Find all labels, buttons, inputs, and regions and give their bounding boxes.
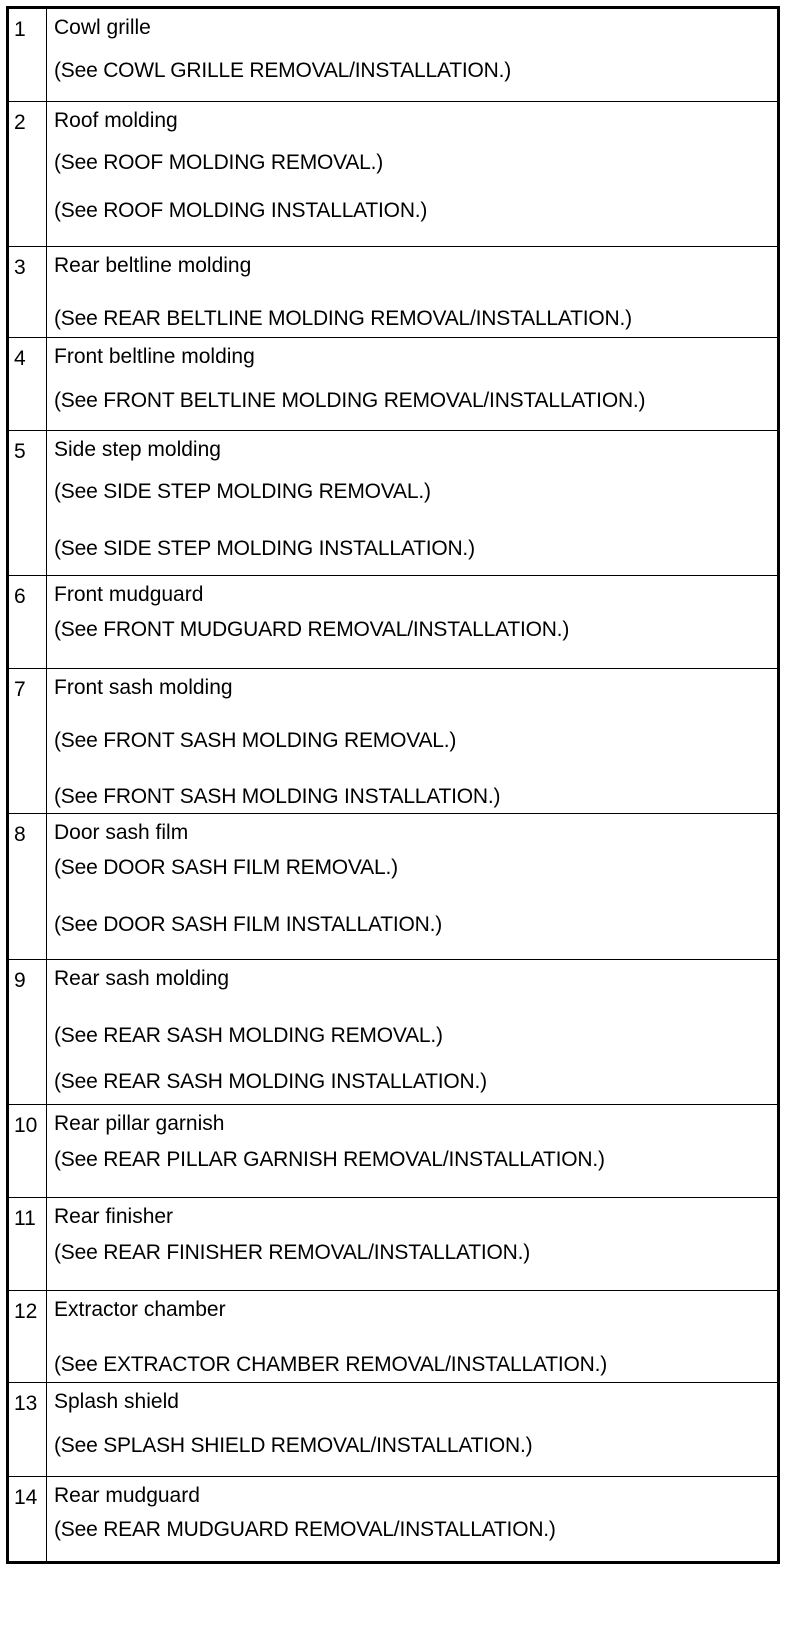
- table-row: [9, 1477, 777, 1561]
- procedure-reference[interactable]: (See FRONT MUDGUARD REMOVAL/INSTALLATION.): [54, 618, 570, 641]
- procedure-reference[interactable]: (See REAR FINISHER REMOVAL/INSTALLATION.): [54, 1241, 531, 1264]
- item-description: [47, 102, 777, 246]
- part-name: Extractor chamber: [54, 1298, 226, 1321]
- part-name: Rear pillar garnish: [54, 1112, 225, 1135]
- table-row: [9, 247, 777, 338]
- item-number: 4: [9, 338, 47, 430]
- procedure-reference[interactable]: (See DOOR SASH FILM INSTALLATION.): [54, 913, 442, 936]
- item-number: 7: [9, 669, 47, 813]
- part-name: Front beltline molding: [54, 345, 255, 368]
- part-name: Side step molding: [54, 438, 221, 461]
- table-row: [9, 669, 777, 814]
- table-row: [9, 431, 777, 576]
- item-description: [47, 9, 777, 101]
- item-number: 11: [9, 1198, 47, 1290]
- procedure-reference[interactable]: (See FRONT SASH MOLDING INSTALLATION.): [54, 785, 501, 808]
- procedure-reference[interactable]: (See COWL GRILLE REMOVAL/INSTALLATION.): [54, 59, 512, 82]
- item-description: [47, 1383, 777, 1476]
- part-name: Rear finisher: [54, 1205, 174, 1228]
- item-number: 8: [9, 814, 47, 959]
- part-name: Door sash film: [54, 821, 189, 844]
- procedure-reference[interactable]: (See REAR MUDGUARD REMOVAL/INSTALLATION.): [54, 1518, 556, 1541]
- item-number: 10: [9, 1105, 47, 1197]
- parts-table: [6, 6, 780, 1564]
- item-description: [47, 814, 777, 959]
- procedure-reference[interactable]: (See REAR SASH MOLDING INSTALLATION.): [54, 1070, 487, 1093]
- part-name: Roof molding: [54, 109, 178, 132]
- procedure-reference[interactable]: (See SPLASH SHIELD REMOVAL/INSTALLATION.): [54, 1434, 533, 1457]
- procedure-reference[interactable]: (See REAR SASH MOLDING REMOVAL.): [54, 1024, 443, 1047]
- table-row: [9, 102, 777, 247]
- part-name: Front sash molding: [54, 676, 233, 699]
- table-row: [9, 814, 777, 960]
- procedure-reference[interactable]: (See FRONT BELTLINE MOLDING REMOVAL/INSTALLATION.): [54, 389, 646, 412]
- item-number: 13: [9, 1383, 47, 1476]
- item-description: [47, 576, 777, 668]
- item-number: 2: [9, 102, 47, 246]
- item-description: [47, 1198, 777, 1290]
- procedure-reference[interactable]: (See FRONT SASH MOLDING REMOVAL.): [54, 729, 457, 752]
- item-description: [47, 431, 777, 575]
- item-description: [47, 960, 777, 1104]
- item-number: 12: [9, 1291, 47, 1382]
- procedure-reference[interactable]: (See ROOF MOLDING INSTALLATION.): [54, 199, 428, 222]
- procedure-reference[interactable]: (See ROOF MOLDING REMOVAL.): [54, 151, 384, 174]
- part-name: Splash shield: [54, 1390, 179, 1413]
- item-description: [47, 1105, 777, 1197]
- item-number: 1: [9, 9, 47, 101]
- procedure-reference[interactable]: (See REAR PILLAR GARNISH REMOVAL/INSTALLATION.): [54, 1148, 605, 1171]
- table-row: [9, 9, 777, 102]
- procedure-reference[interactable]: (See SIDE STEP MOLDING REMOVAL.): [54, 480, 431, 503]
- procedure-reference[interactable]: (See DOOR SASH FILM REMOVAL.): [54, 856, 398, 879]
- procedure-reference[interactable]: (See REAR BELTLINE MOLDING REMOVAL/INSTALLATION.): [54, 307, 632, 330]
- table-row: [9, 1291, 777, 1383]
- procedure-reference[interactable]: (See SIDE STEP MOLDING INSTALLATION.): [54, 537, 475, 560]
- item-description: [47, 338, 777, 430]
- part-name: Front mudguard: [54, 583, 204, 606]
- item-description: [47, 1477, 777, 1561]
- table-row: [9, 1105, 777, 1198]
- item-description: [47, 247, 777, 337]
- item-number: 9: [9, 960, 47, 1104]
- part-name: Cowl grille: [54, 16, 151, 39]
- part-name: Rear mudguard: [54, 1484, 200, 1507]
- table-row: [9, 1198, 777, 1291]
- item-number: 14: [9, 1477, 47, 1561]
- procedure-reference[interactable]: (See EXTRACTOR CHAMBER REMOVAL/INSTALLATION.): [54, 1353, 608, 1376]
- table-row: [9, 1383, 777, 1477]
- item-description: [47, 669, 777, 813]
- part-name: Rear beltline molding: [54, 254, 252, 277]
- part-name: Rear sash molding: [54, 967, 230, 990]
- item-number: 3: [9, 247, 47, 337]
- table-row: [9, 960, 777, 1105]
- item-description: [47, 1291, 777, 1382]
- table-row: [9, 338, 777, 431]
- item-number: 5: [9, 431, 47, 575]
- table-row: [9, 576, 777, 669]
- item-number: 6: [9, 576, 47, 668]
